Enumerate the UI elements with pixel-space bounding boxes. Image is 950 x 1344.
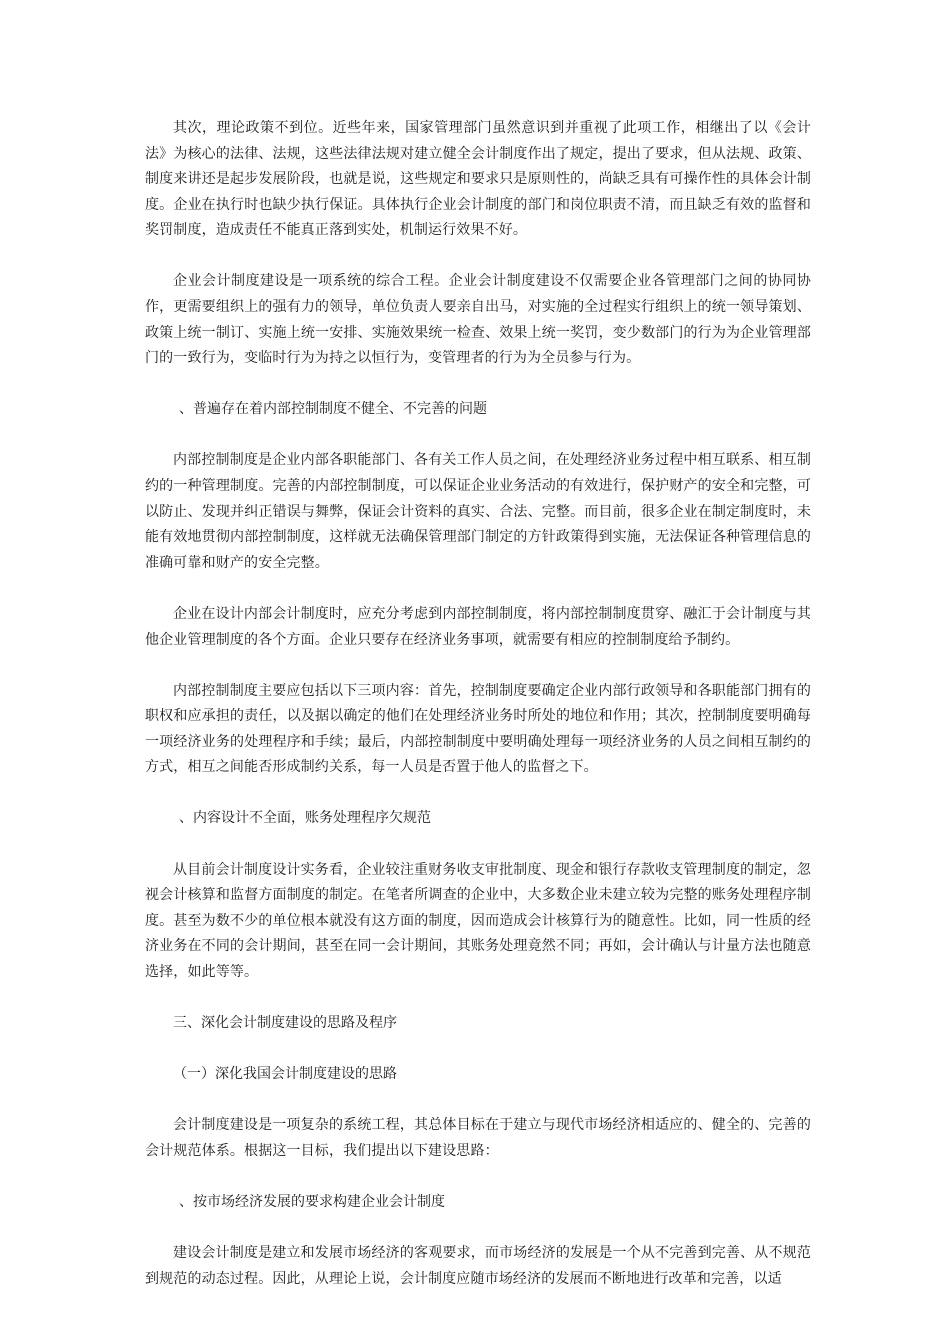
subheading-content-design-issue: 、内容设计不全面，账务处理程序欠规范 [179,810,431,827]
document-body [145,116,811,1318]
paragraph-market-economy-requirement: 建设会计制度是建立和发展市场经济的客观要求，而市场经济的发展是一个从不完善到完善、从不规范到规范的动态过程。因此，从理论上说，会计制度应随市场经济的发展而不断地进行改革和完善，以适 [145,1245,811,1287]
paragraph-internal-control-content: 内部控制制度主要应包括以下三项内容：首先，控制制度要确定企业内部行政领导和各职能部门拥有的职权和应承担的责任，以及据以确定的他们在处理经济业务时所处的地位和作用；其次，控制制度要明确每一项经济业务的处理程序和手续；最后，内部控制制度中要明确处理每一项经济业务的人员之间相互制约的方式，相互之间能否形成制约关系，每一人员是否置于他人的监督之下。 [145,682,811,776]
subheading-market-economy: 、按市场经济发展的要求构建企业会计制度 [179,1193,445,1210]
paragraph-accounting-procedure: 从目前会计制度设计实务看，企业较注重财务收支审批制度、现金和银行存款收支管理制度的制定，忽视会计核算和监督方面制度的制定。在笔者所调查的企业中，大多数企业未建立较为完整的账务处理程序制度。甚至为数不少的单位根本就没有这方面的制度，因而造成会计核算行为的随意性。比如，同一性质的经济业务在不同的会计期间，甚至在同一会计期间，其账务处理竟然不同；再如，会计确认与计量方法也随意选择，如此等等。 [145,861,811,980]
paragraph-policy-gap: 其次，理论政策不到位。近些年来，国家管理部门虽然意识到并重视了此项工作，相继出了以《会计法》为核心的法律、法规，这些法律法规对建立健全会计制度作出了规定，提出了要求，但从法规、政策、制度来讲还是起步发展阶段，也就是说，这些规定和要求只是原则性的，尚缺乏具有可操作性的具体会计制度。企业在执行时也缺少执行保证。具体执行企业会计制度的部门和岗位职责不清，而且缺乏有效的监督和奖罚制度，造成责任不能真正落到实处，机制运行效果不好。 [145,120,811,239]
section-heading-three: 三、深化会计制度建设的思路及程序 [173,1015,397,1032]
section-subheading-one: （一）深化我国会计制度建设的思路 [173,1066,397,1083]
paragraph-internal-control-definition: 内部控制制度是企业内部各职能部门、各有关工作人员之间，在处理经济业务过程中相互联系、相互制约的一种管理制度。完善的内部控制制度，可以保证企业业务活动的有效进行，保护财产的安全和完整，可以防止、发现并纠正错误与舞弊，保证会计资料的真实、合法、完整。而目前，很多企业在制定制度时，未能有效地贯彻内部控制制度，这样就无法确保管理部门制定的方针政策得到实施，无法保证各种管理信息的准确可靠和财产的安全完整。 [145,452,811,571]
paragraph-system-engineering: 企业会计制度建设是一项系统的综合工程。企业会计制度建设不仅需要企业各管理部门之间的协同协作，更需要组织上的强有力的领导，单位负责人要亲自出马，对实施的全过程实行组织上的统一领导策划、政策上统一制订、实施上统一安排、实施效果统一检查、效果上统一奖罚，变少数部门的行为为企业管理部门的一致行为，变临时行为为持之以恒行为，变管理者的行为为全员参与行为。 [145,273,811,367]
subheading-internal-control-issue: 、普遍存在着内部控制制度不健全、不完善的问题 [179,401,487,418]
paragraph-overall-goal: 会计制度建设是一项复杂的系统工程，其总体目标在于建立与现代市场经济相适应的、健全的、完善的会计规范体系。根据这一目标，我们提出以下建设思路： [145,1117,811,1159]
paragraph-internal-control-design: 企业在设计内部会计制度时，应充分考虑到内部控制制度，将内部控制制度贯穿、融汇于会计制度与其他企业管理制度的各个方面。企业只要存在经济业务事项，就需要有相应的控制制度给予制约。 [145,605,811,648]
